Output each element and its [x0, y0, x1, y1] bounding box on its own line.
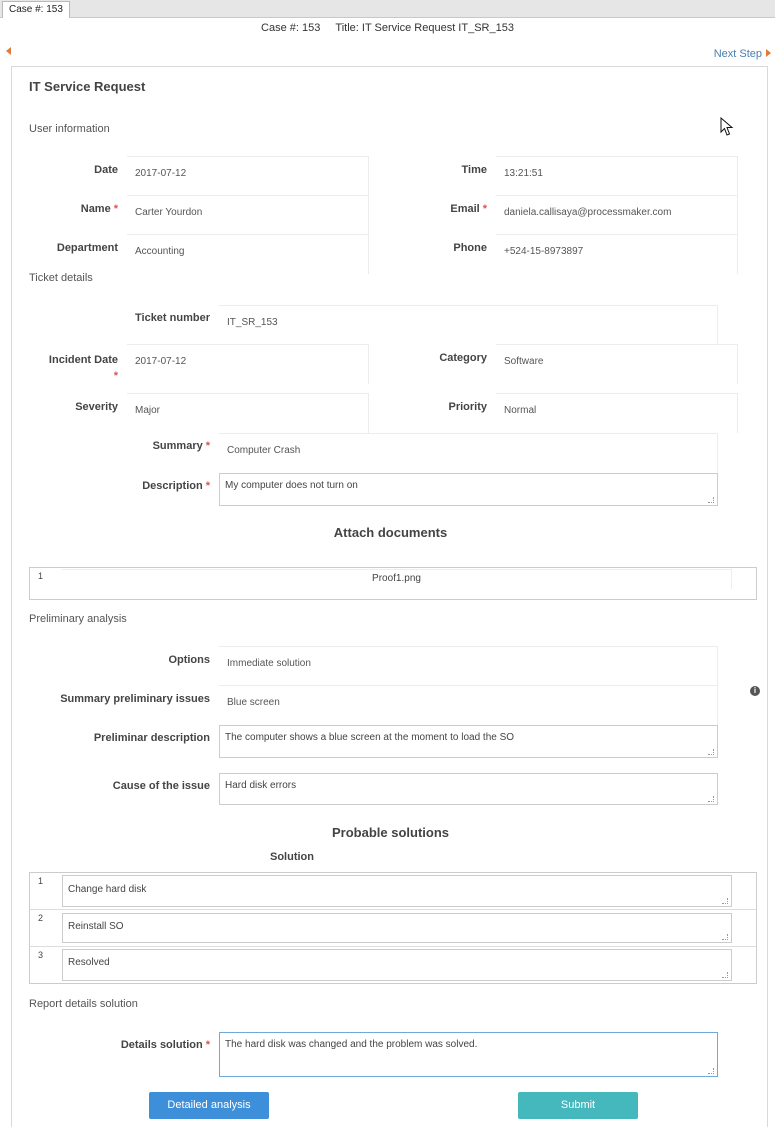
department-label: Department: [56, 242, 118, 254]
name-field[interactable]: Carter Yourdon: [127, 195, 369, 235]
name-label: Name *: [80, 203, 118, 215]
preliminar-description-textarea[interactable]: [219, 725, 718, 758]
preliminar-description-label: Preliminar description: [93, 732, 210, 744]
solution-text: Reinstall SO: [68, 921, 124, 932]
email-field[interactable]: daniela.callisaya@processmaker.com: [496, 195, 738, 235]
date-label: Date: [94, 164, 118, 176]
cause-of-issue-label: Cause of the issue: [112, 780, 210, 792]
table-row: [30, 947, 756, 983]
section-ticket-details: Ticket details: [29, 272, 93, 284]
department-field[interactable]: Accounting: [127, 234, 369, 274]
required-mark: *: [205, 1039, 210, 1051]
required-mark: *: [113, 203, 118, 215]
detailed-analysis-button[interactable]: Detailed analysis: [149, 1092, 269, 1119]
options-label: Options: [168, 654, 210, 666]
mouse-cursor-icon: [720, 117, 734, 137]
table-row: [30, 873, 756, 910]
details-solution-text: The hard disk was changed and the problem was solved.: [225, 1039, 478, 1050]
phone-field[interactable]: +524-15-8973897: [496, 234, 738, 274]
tab-bar: [0, 0, 775, 18]
required-mark: *: [113, 370, 118, 382]
attach-row-number: 1: [38, 571, 44, 581]
solution-textarea-3[interactable]: [62, 949, 732, 981]
section-report-details-solution: Report details solution: [29, 998, 138, 1010]
attach-documents-heading: Attach documents: [333, 525, 448, 540]
severity-label: Severity: [75, 401, 118, 413]
attach-grid: [29, 567, 757, 600]
next-step-link[interactable]: Next Step: [713, 48, 762, 60]
solution-row-number: 2: [38, 913, 44, 923]
ticket-number-field[interactable]: IT_SR_153: [219, 305, 718, 345]
case-header: [0, 22, 775, 34]
info-icon[interactable]: i: [750, 686, 760, 696]
details-solution-textarea[interactable]: [219, 1032, 718, 1077]
attach-file-link[interactable]: Proof1.png: [62, 569, 732, 589]
prev-step-arrow-icon[interactable]: [6, 47, 11, 55]
incident-date-label: Incident Date *: [48, 354, 118, 382]
options-field[interactable]: Immediate solution: [219, 646, 718, 686]
description-textarea[interactable]: [219, 473, 718, 506]
summary-field[interactable]: Computer Crash: [219, 433, 718, 473]
solution-column-header: Solution: [270, 851, 314, 863]
case-title: Title: IT Service Request IT_SR_153: [335, 22, 514, 34]
ticket-number-label: Ticket number: [135, 312, 210, 324]
form-title: IT Service Request: [29, 79, 146, 94]
description-label: Description *: [142, 480, 210, 492]
category-field[interactable]: Software: [496, 344, 738, 384]
solutions-grid: [29, 872, 757, 984]
resize-grip-icon[interactable]: [708, 749, 714, 755]
severity-field[interactable]: Major: [127, 393, 369, 433]
summary-preliminary-issues-field[interactable]: Blue screen: [219, 685, 718, 725]
email-label: Email *: [450, 203, 487, 215]
date-field[interactable]: 2017-07-12: [127, 156, 369, 196]
preliminar-description-text: The computer shows a blue screen at the moment to load the SO: [225, 732, 515, 743]
resize-grip-icon[interactable]: [722, 934, 728, 940]
priority-label: Priority: [448, 401, 487, 413]
required-mark: *: [205, 480, 210, 492]
solution-row-number: 1: [38, 876, 44, 886]
section-preliminary-analysis: Preliminary analysis: [29, 613, 127, 625]
resize-grip-icon[interactable]: [708, 497, 714, 503]
resize-grip-icon[interactable]: [708, 1068, 714, 1074]
summary-preliminary-issues-label: Summary preliminary issues: [60, 693, 210, 705]
resize-grip-icon[interactable]: [722, 898, 728, 904]
dynaform: [11, 66, 768, 1127]
summary-label: Summary *: [152, 440, 210, 452]
solution-textarea-2[interactable]: [62, 913, 732, 943]
cause-of-issue-text: Hard disk errors: [225, 780, 297, 791]
tab-case[interactable]: Case #: 153: [2, 1, 70, 18]
submit-button[interactable]: Submit: [518, 1092, 638, 1119]
category-label: Category: [439, 352, 487, 364]
required-mark: *: [205, 440, 210, 452]
time-field[interactable]: 13:21:51: [496, 156, 738, 196]
table-row: [30, 910, 756, 947]
solution-text: Change hard disk: [68, 884, 147, 895]
time-label: Time: [461, 164, 487, 176]
solution-text: Resolved: [68, 957, 110, 968]
resize-grip-icon[interactable]: [708, 796, 714, 802]
description-text: My computer does not turn on: [225, 480, 358, 491]
next-step-arrow-icon[interactable]: [766, 49, 771, 57]
solution-textarea-1[interactable]: [62, 875, 732, 907]
required-mark: *: [482, 203, 487, 215]
details-solution-label: Details solution *: [120, 1039, 210, 1051]
cause-of-issue-textarea[interactable]: [219, 773, 718, 805]
incident-date-field[interactable]: 2017-07-12: [127, 344, 369, 384]
phone-label: Phone: [453, 242, 487, 254]
resize-grip-icon[interactable]: [722, 972, 728, 978]
section-user-information: User information: [29, 123, 110, 135]
case-number: Case #: 153: [261, 22, 321, 34]
solution-row-number: 3: [38, 950, 44, 960]
probable-solutions-heading: Probable solutions: [331, 825, 449, 840]
priority-field[interactable]: Normal: [496, 393, 738, 433]
